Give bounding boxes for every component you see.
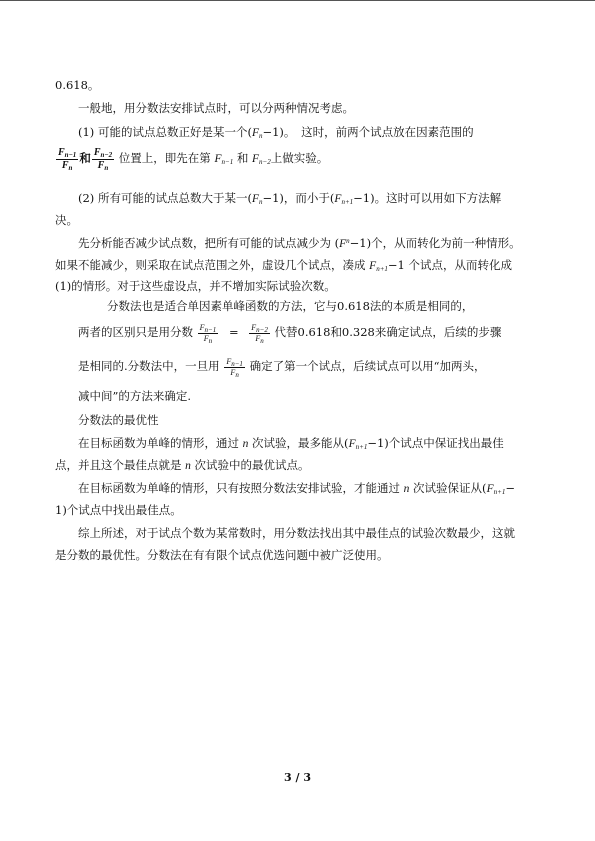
paragraph-line: 分数法也是适合单因素单峰函数的方法，它与0.618法的本质是相同的， <box>107 299 474 313</box>
paragraph-line: (1)的情形。对于这些虚设点，并不增加实际试验次数。 <box>55 279 336 293</box>
top-border <box>0 0 595 1</box>
paragraph-line: 减中间”的方法来确定. <box>78 389 192 403</box>
paragraph-line: 在目标函数为单峰的情形，只有按照分数法安排试验，才能通过 n 次试验保证从($F_{n+1}-$ <box>78 481 515 496</box>
paragraph-line: 是相同的.分数法中，一旦用 $\frac{F_{n-1}}{F_n}$ 确定了第一个试点，后续试点可以用“加两头， <box>78 356 486 379</box>
paragraph-line: $\frac{F_{n-1}}{F_n}$ 和 $\frac{F_{n-2}}{F_n}$ 位置上，即先在第 $F_{n-1}$ 和 $F_{n-2}$上做实验。 <box>58 146 329 172</box>
paragraph-line: 两者的区别只是用分数 $\frac{F_{n-1}}{F_n}$ = $\frac{F_{n-2}}{F_n}$ 代替0.618和0.328来确定试点，后续的步骤 <box>78 322 502 345</box>
fraction-fn2-fn: $\frac{F_{n-2}}{F_n}$ <box>93 146 113 172</box>
paragraph-line: 先分析能否减少试点数，把所有可能的试点减少为 $(F^n-1)$个，从而转化为前一种情形。 <box>78 236 521 250</box>
fraction-fn1-fn: $\frac{F_{n-1}}{F_n}$ <box>58 146 77 172</box>
paragraph-line: (2) 所有可能的试点总数大于某一$(F_n-1)$，而小于$(F_{n+1}-1)$。这时可以用如下方法解 <box>78 191 502 206</box>
paragraph-line: (1) 可能的试点总数正好是某一个$(F_n-1)$。 这时，前两个试点放在因素范围的 <box>78 125 474 140</box>
fraction-fn1-fn-a: $\frac{F_{n-1}}{F_n}$ <box>199 322 217 345</box>
fraction-fn2-fn-a: $\frac{F_{n-2}}{F_n}$ <box>251 322 268 345</box>
fraction-fn1-fn-b: $\frac{F_{n-1}}{F_n}$ <box>226 356 243 379</box>
paragraph-line: 一般地，用分数法安排试点时，可以分两种情况考虑。 <box>78 101 354 115</box>
section-heading: 分数法的最优性 <box>78 413 159 427</box>
page-number: 3 / 3 <box>284 771 311 784</box>
paragraph-line: 0.618。 <box>55 78 100 92</box>
paragraph-line: 1)个试点中找出最佳点。 <box>55 503 182 517</box>
paragraph-line: 是分数的最优性。分数法在有有限个试点优选问题中被广泛使用。 <box>55 548 389 562</box>
paragraph-line: 综上所述，对于试点个数为某常数时，用分数法找出其中最佳点的试验次数最少，这就 <box>78 526 515 540</box>
paragraph-line: 点，并且这个最佳点就是 n 次试验中的最优试点。 <box>55 458 310 472</box>
paragraph-line: 如果不能减少，则采取在试点范围之外，虚设几个试点，凑成 $F_{n+1}-1$ 个试点，从而转化成 <box>55 258 513 273</box>
paragraph-line: 在目标函数为单峰的情形，通过 n 次试验，最多能从$(F_{n+1}-1)$个试点中保证找出最佳 <box>78 436 504 451</box>
paragraph-line: 决。 <box>55 213 78 227</box>
